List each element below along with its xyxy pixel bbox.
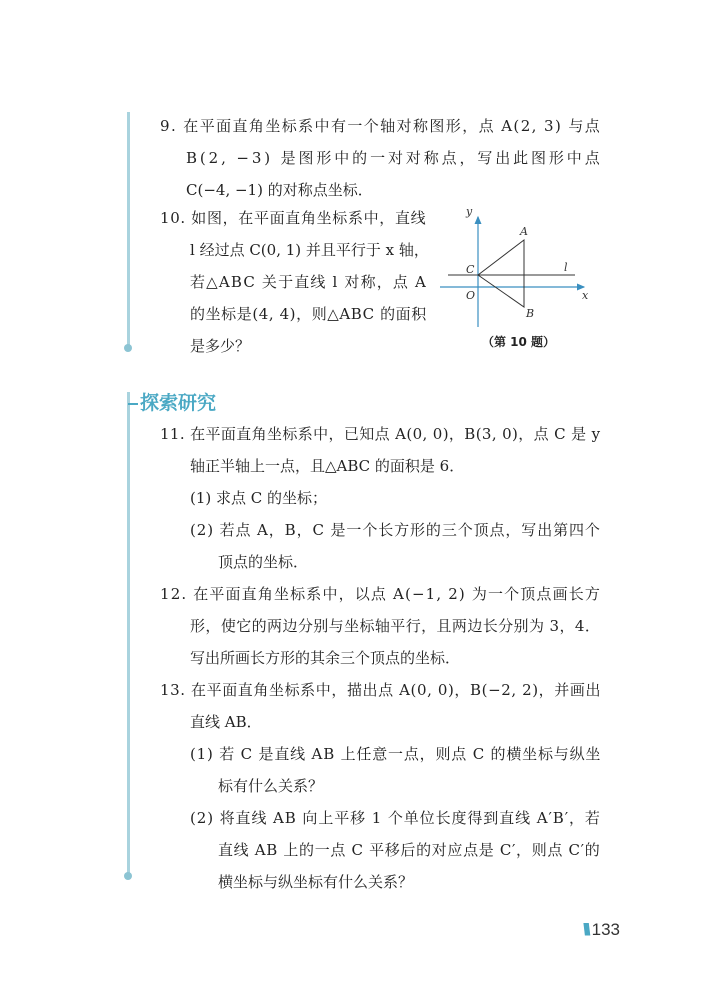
margin-bar: [127, 392, 130, 876]
text-line: (1) 若 C 是直线 AB 上任意一点，则点 C 的横坐标与纵坐: [190, 745, 602, 763]
label-b: B: [526, 307, 535, 320]
text-line: 直线 AB 上的一点 C 平移后的对应点是 C′，则点 C′的: [218, 841, 601, 859]
text-line: (2) 将直线 AB 向上平移 1 个单位长度得到直线 A′B′，若: [190, 809, 601, 827]
text-line: (1) 求点 C 的坐标；: [190, 489, 328, 507]
margin-bar: [127, 112, 130, 348]
text-line: (2) 若点 A，B，C 是一个长方形的三个顶点，写出第四个: [190, 521, 601, 539]
text-line: 标有什么关系？: [218, 777, 324, 795]
text-line: 若△ABC 关于直线 l 对称，点 A: [190, 273, 428, 291]
label-c: C: [466, 263, 475, 276]
text-line: 横坐标与纵坐标有什么关系？: [218, 873, 414, 891]
text-line: l 经过点 C(0, 1) 并且平行于 x 轴，: [190, 241, 429, 259]
margin-bar-dot: [124, 872, 132, 880]
triangle-figure: [430, 205, 600, 335]
figure-caption: （第 10 题）: [482, 335, 556, 349]
text-line: 写出所画长方形的其余三个顶点的坐标．: [190, 649, 461, 667]
label-x: x: [582, 289, 589, 302]
text-line: 顶点的坐标．: [218, 553, 309, 571]
text-line: 11. 在平面直角坐标系中，已知点 A(0, 0)，B(3, 0)，点 C 是 y: [160, 425, 601, 443]
text-line: B(2, −3) 是图形中的一对对称点，写出此图形中点: [186, 149, 603, 167]
label-o: O: [466, 289, 476, 302]
margin-bar-dot: [124, 344, 132, 352]
page-slash-decoration: \\\: [582, 920, 588, 939]
page-number: [582, 920, 620, 940]
page-number-text: 133: [591, 920, 620, 939]
text-line: 13. 在平面直角坐标系中，描出点 A(0, 0)，B(−2, 2)，并画出: [160, 681, 602, 699]
label-l: l: [564, 261, 568, 274]
text-line: 9. 在平面直角坐标系中有一个轴对称图形，点 A(2, 3) 与点: [160, 117, 602, 135]
triangle-abc: [478, 240, 524, 307]
text-line: 直线 AB．: [190, 713, 262, 731]
text-line: 的坐标是(4, 4)，则△ABC 的面积: [190, 305, 427, 323]
text-line: 形，使它的两边分别与坐标轴平行，且两边长分别为 3，4．: [190, 617, 601, 635]
text-line: 轴正半轴上一点，且△ABC 的面积是 6．: [190, 457, 465, 475]
text-line: 12. 在平面直角坐标系中，以点 A(−1, 2) 为一个顶点画长方: [160, 585, 602, 603]
label-a: A: [520, 225, 528, 238]
text-line: C(−4, −1) 的对称点坐标．: [186, 181, 373, 199]
label-y: y: [466, 205, 473, 218]
section-title: 探索研究: [128, 388, 216, 415]
text-line: 是多少？: [190, 337, 251, 355]
text-line: 10. 如图，在平面直角坐标系中，直线: [160, 209, 427, 227]
